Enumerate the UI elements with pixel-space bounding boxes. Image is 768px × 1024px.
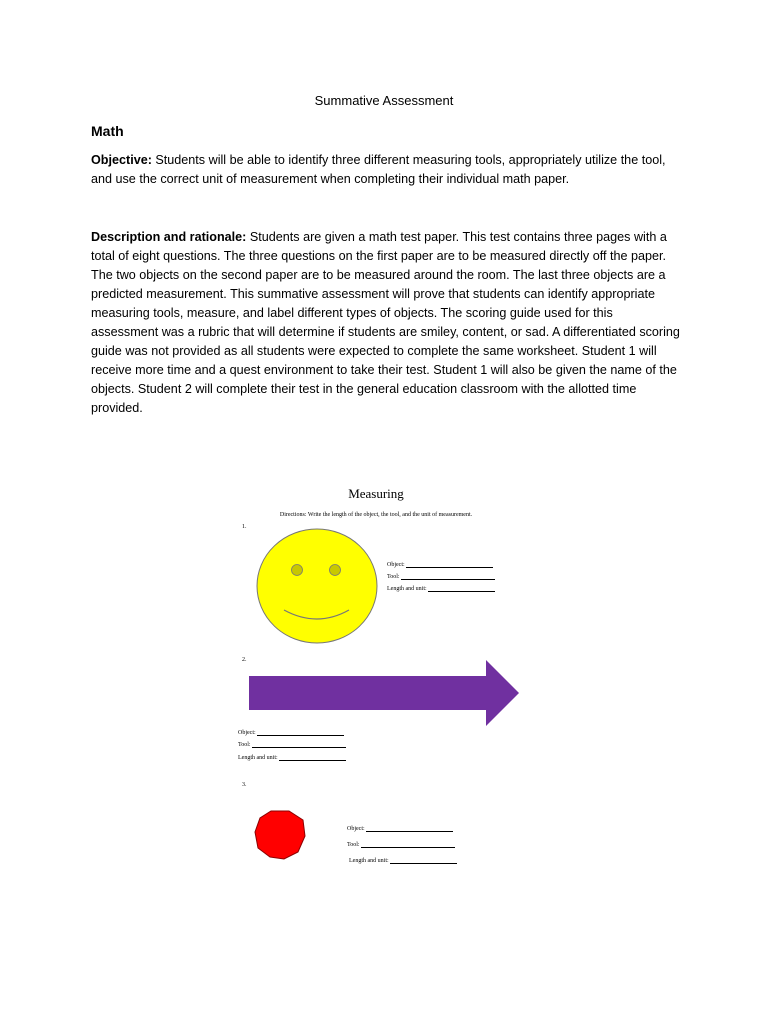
- object-label: Object:: [387, 562, 405, 568]
- worksheet-directions: Directions: Write the length of the object, the tool, and the unit of measurement.: [279, 512, 473, 518]
- face-circle: [257, 529, 377, 643]
- question-number: 3.: [242, 782, 247, 788]
- length-unit-label: Length and unit:: [387, 586, 427, 592]
- length-unit-field[interactable]: [387, 586, 495, 592]
- objective-paragraph: [91, 151, 681, 189]
- worksheet-title: Measuring: [348, 486, 404, 501]
- subject-heading: Math: [91, 123, 124, 139]
- arrow-image: [249, 660, 519, 727]
- tool-label: Tool:: [387, 574, 400, 580]
- question-number: 2.: [242, 657, 247, 663]
- objective-label: Objective:: [91, 153, 152, 167]
- length-unit-field[interactable]: [349, 858, 457, 864]
- object-label: Object:: [347, 826, 365, 832]
- octagon-shape: [255, 811, 305, 859]
- question-number: 1.: [242, 524, 247, 530]
- page-title: Summative Assessment: [314, 93, 454, 108]
- object-field[interactable]: [387, 562, 493, 568]
- tool-field[interactable]: [387, 574, 495, 580]
- tool-field[interactable]: [238, 742, 346, 748]
- description-text: Students are given a math test paper. This test contains three pages with a total of eight questions. The three questions on the first paper are to be measured directly off the paper. The two objects on the second paper are to be measured around the room. The last three objects are a predicted measurement. This summative assessment will prove that students can identify appropriate measuring tools, measure, and label different types of objects. The scoring guide used for this assessment was a rubric that will determine if students are smiley, content, or sad. A differentiated scoring guide was not provided as all students were expected to complete the same worksheet. Student 1 will receive more time and a quest environment to take their test. Student 1 will also be given the name of the objects. Student 2 will complete their test in the general education classroom with the allotted time provided.: [91, 230, 680, 415]
- description-paragraph: [91, 228, 681, 418]
- length-unit-label: Length and unit:: [349, 858, 389, 864]
- length-unit-label: Length and unit:: [238, 755, 278, 761]
- tool-label: Tool:: [347, 842, 360, 848]
- description-label: Description and rationale:: [91, 230, 247, 244]
- object-label: Object:: [238, 730, 256, 736]
- tool-field[interactable]: [347, 842, 455, 848]
- left-eye: [292, 565, 303, 576]
- objective-text: Students will be able to identify three different measuring tools, appropriately utilize the tool, and use the correct unit of measurement when completing their individual math paper.: [91, 153, 666, 186]
- object-field[interactable]: [347, 826, 453, 832]
- right-eye: [330, 565, 341, 576]
- tool-label: Tool:: [238, 742, 251, 748]
- octagon-image: [254, 810, 306, 860]
- length-unit-field[interactable]: [238, 755, 346, 761]
- arrow-shape: [249, 660, 519, 726]
- object-field[interactable]: [238, 730, 344, 736]
- smiley-face-image: [256, 528, 378, 644]
